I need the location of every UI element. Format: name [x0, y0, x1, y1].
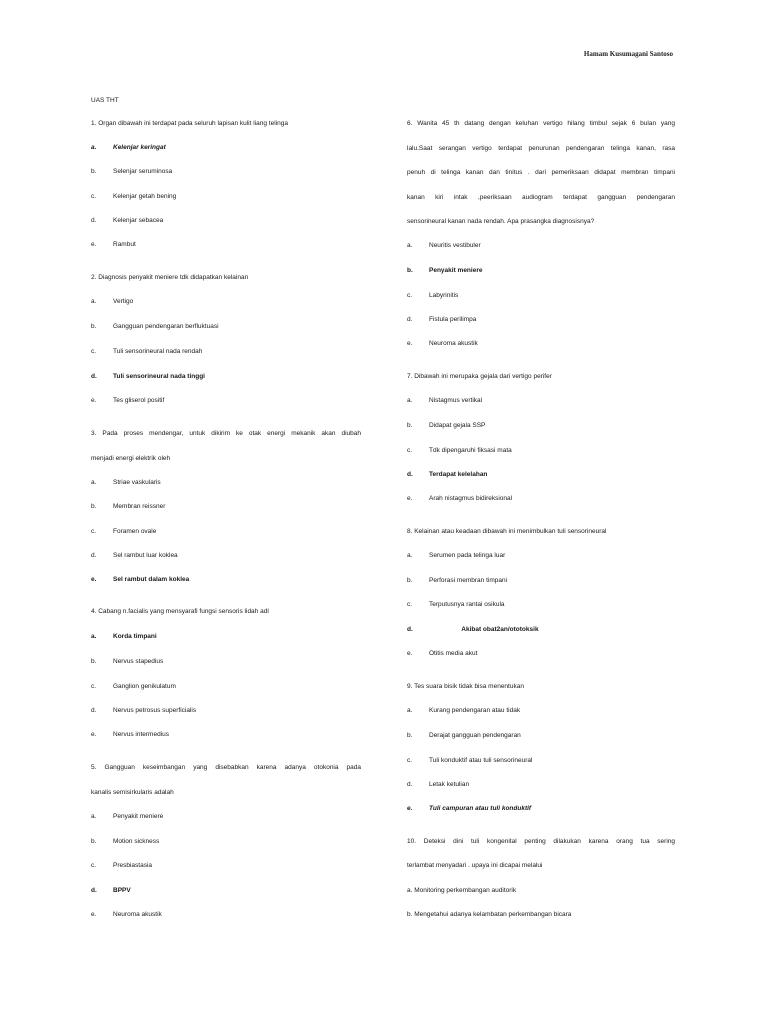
question-3-line-2: menjadi energi elektrik oleh	[91, 455, 171, 462]
q8-option-e	[407, 650, 477, 658]
option-text: Foramen ovale	[113, 528, 157, 535]
question-6-line-3: penuh di telinga kanan dan tinitus . dari pemeriksaan didapat membran timpani	[407, 169, 675, 176]
q7-option-b	[407, 422, 485, 430]
option-text: Penyakit meniere	[429, 267, 483, 274]
question-10-line-1: 10. Deteksi dini tuli kongenital penting dilakukan karena orang tua sering	[407, 838, 675, 845]
q4-option-d	[91, 707, 196, 715]
option-text: Kelenjar keringat	[113, 144, 166, 151]
option-text: Tdk dipengaruhi fiksasi mata	[429, 447, 512, 454]
option-letter: e.	[91, 731, 97, 738]
option-text: Arah nistagmus bidireksional	[429, 495, 513, 502]
option-letter: a.	[91, 813, 97, 820]
option-letter: b.	[407, 267, 413, 274]
q9-option-a	[407, 707, 520, 715]
q3-option-b	[91, 503, 165, 511]
question-3-line-1: 3. Pada proses mendengar, untuk dikirim ke otak energi mekanik akan diubah	[91, 430, 361, 437]
option-letter: b.	[407, 911, 413, 918]
option-letter: c.	[407, 292, 413, 299]
option-text: Gangguan pendengaran berfluktuasi	[113, 323, 219, 330]
question-6-line-5: sensorineural kanan nada rendah. Apa prasangka diagnosisnya?	[407, 218, 595, 225]
option-letter: b.	[91, 503, 97, 510]
q10-option-a	[407, 887, 516, 895]
option-text: Rambut	[113, 241, 136, 248]
q4-option-e	[91, 731, 169, 739]
q1-option-e	[91, 241, 136, 249]
q7-option-e	[407, 495, 512, 503]
option-text: Monitoring perkembangan auditorik	[414, 887, 517, 894]
option-text: Neuritis vestibuler	[429, 242, 481, 249]
option-text: Striae vaskularis	[113, 479, 161, 486]
question-6-line-2: lalu.Saat serangan vertigo terdapat penurunan pendengaran telinga kanan, rasa	[407, 145, 675, 152]
q1-option-d	[91, 217, 163, 225]
q5-option-c	[91, 862, 152, 870]
option-letter: a.	[407, 707, 413, 714]
option-text: Didapat gejala SSP	[429, 422, 486, 429]
q8-option-b	[407, 577, 507, 585]
option-text: Terputusnya rantai osikula	[429, 601, 505, 608]
option-text: Tuli sensorineural nada tinggi	[113, 373, 205, 380]
option-letter: d.	[407, 781, 413, 788]
option-text: Selenjar seruminosa	[113, 168, 173, 175]
option-letter: e.	[91, 397, 97, 404]
option-text: Tes gliserol positif	[113, 397, 165, 404]
option-letter: c.	[91, 193, 97, 200]
option-letter: c.	[91, 528, 97, 535]
q8-option-a	[407, 552, 505, 560]
option-text: Nervus stapedius	[113, 658, 164, 665]
option-text: Akibat obat2an/ototoksik	[429, 626, 539, 633]
q5-option-d	[91, 887, 131, 895]
option-letter: d.	[91, 707, 97, 714]
option-text: Ganglion genikulatum	[113, 683, 176, 690]
option-letter: d.	[91, 217, 97, 224]
option-text: Sel rambut luar koklea	[113, 552, 178, 559]
q9-option-d	[407, 781, 469, 789]
q1-option-a	[91, 144, 166, 152]
option-letter: a.	[407, 242, 413, 249]
option-text: Penyakit meniere	[113, 813, 164, 820]
option-text: Derajat gangguan pendengaran	[429, 732, 521, 739]
option-letter: e.	[407, 340, 413, 347]
option-text: Mengetahui adanya kelambatan perkembangan bicara	[414, 911, 572, 918]
question-5-line-2: kanalis semisirkularis adalah	[91, 789, 174, 796]
option-text: Labyrinitis	[429, 292, 459, 299]
option-text: Presbiastasia	[113, 862, 153, 869]
question-8: 8. Kelainan atau keadaan dibawah ini menimbulkan tuli sensorineural	[407, 528, 607, 535]
option-text: Tuli campuran atau tuli konduktif	[429, 805, 532, 812]
q3-option-c	[91, 528, 156, 536]
option-letter: b.	[91, 838, 97, 845]
q2-option-e	[91, 397, 164, 405]
option-letter: c.	[91, 862, 97, 869]
option-text: Fistula perilimpa	[429, 316, 477, 323]
q6-option-e	[407, 340, 478, 348]
q1-option-c	[91, 193, 176, 201]
option-letter: a.	[407, 552, 413, 559]
option-text: Nistagmus vertikal	[429, 397, 483, 404]
option-letter: b.	[407, 422, 413, 429]
q4-option-a	[91, 633, 157, 641]
option-letter: a.	[407, 887, 413, 894]
question-1: 1. Organ dibawah ini terdapat pada seluruh lapisan kulit liang telinga	[91, 120, 288, 127]
option-letter: e.	[407, 650, 413, 657]
option-letter: c.	[407, 757, 413, 764]
option-letter: d.	[91, 373, 97, 380]
option-letter: e.	[407, 495, 413, 502]
q7-option-d	[407, 471, 487, 479]
option-text: Kurang pendengaran atau tidak	[429, 707, 521, 714]
option-letter: e.	[91, 911, 97, 918]
option-letter: b.	[407, 577, 413, 584]
option-letter: d.	[91, 552, 97, 559]
question-6-line-4: kanan kiri intak ,peeriksaan audiogram terdapat gangguan pendengaran	[407, 194, 675, 201]
option-letter: d.	[407, 316, 413, 323]
doc-title: UAS THT	[91, 97, 119, 104]
q4-option-c	[91, 683, 176, 691]
q9-option-b	[407, 732, 521, 740]
q7-option-a	[407, 397, 482, 405]
q8-option-c	[407, 601, 505, 609]
option-text: Korda timpani	[113, 633, 157, 640]
q2-option-c	[91, 348, 202, 356]
option-text: Neuroma akustik	[429, 340, 478, 347]
option-text: Vertigo	[113, 298, 134, 305]
q3-option-d	[91, 552, 178, 560]
option-text: Tuli konduktif atau tuli sensorineural	[429, 757, 533, 764]
q5-option-a	[91, 813, 163, 821]
option-text: Tuli sensorineural nada rendah	[113, 348, 203, 355]
question-4: 4. Cabang n.facialis yang mensyarafi fungsi sensoris lidah adl	[91, 608, 269, 615]
option-text: Motion sickness	[113, 838, 160, 845]
option-letter: c.	[407, 601, 413, 608]
option-text: Letak ketulian	[429, 781, 470, 788]
option-text: BPPV	[113, 887, 131, 894]
q6-option-b	[407, 267, 482, 275]
q9-option-e	[407, 805, 531, 813]
option-letter: c.	[91, 348, 97, 355]
question-5-line-1: 5. Gangguan keseimbangan yang disebabkan karena adanya otokonia pada	[91, 764, 361, 771]
option-letter: a.	[91, 633, 97, 640]
option-text: Kelenjar sebacea	[113, 217, 164, 224]
option-letter: d.	[91, 887, 97, 894]
question-6-line-1: 6. Wanita 45 th datang dengan keluhan vertigo hilang timbul sejak 6 bulan yang	[407, 120, 675, 127]
q2-option-b	[91, 323, 219, 331]
question-2: 2. Diagnosis penyakit meniere tdk didapatkan kelainan	[91, 274, 249, 281]
q6-option-c	[407, 292, 458, 300]
q7-option-c	[407, 447, 512, 455]
question-7: 7. Dibawah ini merupaka gejala dari vertigo perifer	[407, 373, 552, 380]
q8-option-d	[407, 626, 539, 634]
option-letter: c.	[91, 683, 97, 690]
question-9: 9. Tes suara bisik tidak bisa menentukan	[407, 683, 524, 690]
option-text: Sel rambut dalam koklea	[113, 576, 190, 583]
option-text: Neuroma akustik	[113, 911, 162, 918]
option-text: Serumen pada telinga luar	[429, 552, 506, 559]
option-text: Nervus intermedius	[113, 731, 169, 738]
option-letter: a.	[91, 479, 97, 486]
option-letter: e.	[407, 805, 413, 812]
option-letter: b.	[407, 732, 413, 739]
option-letter: c.	[407, 447, 413, 454]
q2-option-d	[91, 373, 205, 381]
option-letter: e.	[91, 576, 97, 583]
q3-option-e	[91, 576, 189, 584]
option-text: Membran reissner	[113, 503, 166, 510]
q6-option-d	[407, 316, 476, 324]
q3-option-a	[91, 479, 161, 487]
option-letter: b.	[91, 168, 97, 175]
option-letter: d.	[407, 626, 413, 633]
option-letter: a.	[407, 397, 413, 404]
option-text: Otitis media akut	[429, 650, 478, 657]
q9-option-c	[407, 757, 532, 765]
q2-option-a	[91, 298, 133, 306]
q4-option-b	[91, 658, 163, 666]
option-letter: b.	[91, 323, 97, 330]
q6-option-a	[407, 242, 481, 250]
q5-option-e	[91, 911, 162, 919]
q5-option-b	[91, 838, 159, 846]
option-letter: d.	[407, 471, 413, 478]
option-letter: e.	[91, 241, 97, 248]
option-text: Kelenjar getah bening	[113, 193, 177, 200]
option-text: Terdapat kelelahan	[429, 471, 488, 478]
option-letter: a.	[91, 144, 97, 151]
author-header: Hamam Kusumagani Santoso	[583, 50, 673, 58]
question-10-line-2: terlambat menyadari . upaya ini dicapai melalui	[407, 862, 543, 869]
q1-option-b	[91, 168, 172, 176]
option-letter: a.	[91, 298, 97, 305]
option-text: Perforasi membran timpani	[429, 577, 508, 584]
q10-option-b	[407, 911, 571, 919]
option-letter: b.	[91, 658, 97, 665]
option-text: Nervus petrosus superficialis	[113, 707, 197, 714]
